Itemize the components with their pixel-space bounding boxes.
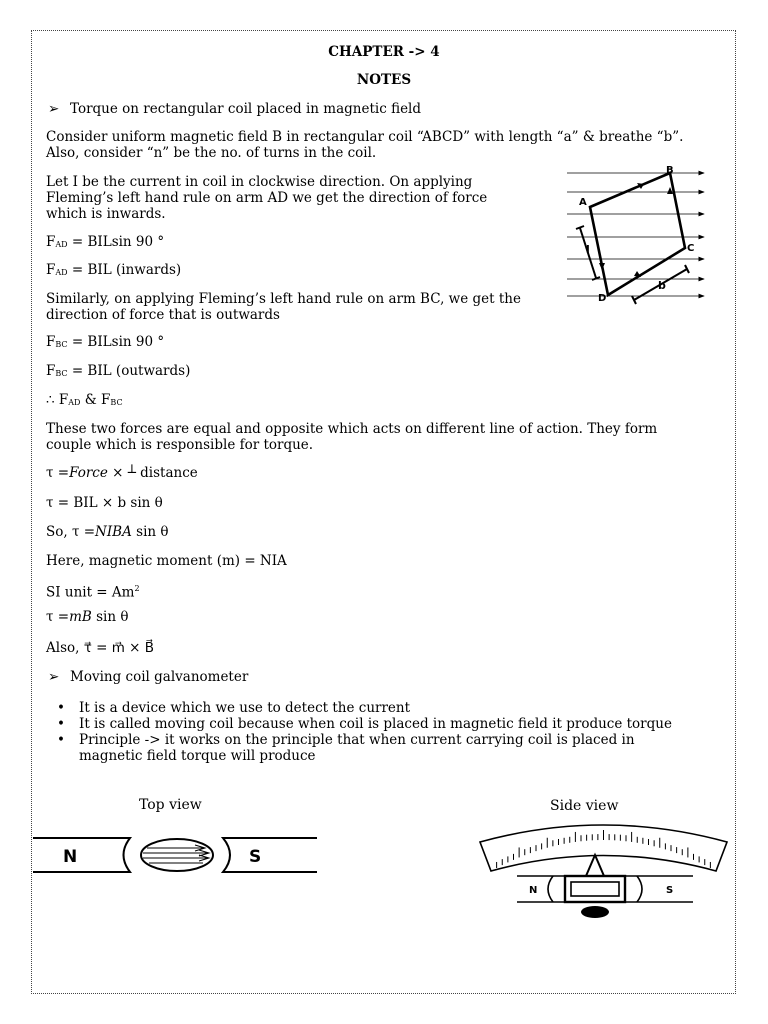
list-item: • Principle -> it works on the principle that when current carrying coil is placed in [50, 732, 672, 748]
force-bc-equation-2: $F_{BC}$ = BIL (outwards) [46, 363, 191, 379]
torque-equation-4: τ =mB sin θ [46, 609, 129, 625]
force-bc-equation-1: $F_{BC} = BILsin$ 90 ° [46, 334, 165, 350]
side-view-caption: Side view [550, 798, 619, 814]
si-unit-line: SI unit = $Am^2$ [46, 584, 140, 601]
torque-equation-2: τ = BIL × b sin θ [46, 495, 163, 511]
arrow-bullet-icon: ➢ [48, 101, 60, 117]
top-view-caption: Top view [139, 797, 202, 813]
breadth-label: b [658, 279, 666, 292]
coil-frame [565, 876, 625, 902]
forces-pair-line: ∴ $F_{AD}$ & $F_{BC}$ [46, 392, 123, 408]
paragraph-4-line-1: These two forces are equal and opposite which acts on different line of action. They form [46, 421, 658, 437]
force-ad-equation-2: $F_{AD}$ = BIL (inwards) [46, 262, 182, 278]
paragraph-1-line-2: Also, consider “n” be the no. of turns in the coil. [46, 145, 377, 161]
paragraph-3-line-2: direction of force that is outwards [46, 307, 280, 323]
side-view-galvanometer-diagram [475, 818, 735, 920]
coil-inner [571, 882, 619, 896]
south-pole-curve [637, 876, 642, 902]
north-label: N [63, 847, 78, 867]
north-label: N [529, 885, 538, 896]
pointer-icon [586, 855, 604, 876]
rectangular-coil-diagram [562, 160, 712, 310]
vertex-d-label: D [598, 293, 607, 304]
paragraph-1-line-1: Consider uniform magnetic field B in rectangular coil “ABCD” with length “a” & breathe “b”. [46, 129, 684, 145]
paragraph-4-line-2: couple which is responsible for torque. [46, 437, 314, 453]
south-pole-magnet [223, 838, 317, 872]
north-pole-magnet [33, 838, 130, 872]
magnetic-moment-line: Here, magnetic moment (m) = NIA [46, 553, 287, 569]
pivot-base [581, 906, 609, 918]
section1-heading: ➢ Torque on rectangular coil placed in magnetic field [48, 101, 422, 117]
vertex-a-label: A [579, 197, 587, 208]
length-label: l [586, 243, 590, 256]
vertex-c-label: C [687, 243, 695, 254]
torque-equation-1: τ =Force × ┴ distance [46, 465, 198, 481]
torque-equation-3: So, τ =NIBA sin θ [46, 524, 169, 540]
vector-torque-equation: Also, τ⃗ = m⃗ × B⃗ [46, 640, 155, 656]
force-ad-equation-1: $F_{AD} = BILsin$ 90 ° [46, 234, 165, 250]
list-item: • It is called moving coil because when coil is placed in magnetic field it produce torque [50, 716, 672, 732]
south-label: S [249, 847, 262, 867]
north-pole-curve [548, 876, 553, 902]
list-item-continuation: magnetic field torque will produce [79, 748, 316, 764]
paragraph-2-line-3: which is inwards. [46, 206, 166, 222]
arrow-bullet-icon: ➢ [48, 669, 60, 685]
south-label: S [666, 885, 674, 896]
paragraph-2-line-1: Let I be the current in coil in clockwise direction. On applying [46, 174, 473, 190]
list-item: • It is a device which we use to detect the current [50, 700, 672, 716]
chapter-title: CHAPTER -> 4 [328, 44, 440, 60]
paragraph-2-line-2: Fleming’s left hand rule on arm AD we get the direction of force [46, 190, 488, 206]
dimension-markers [576, 226, 689, 304]
notes-title: NOTES [356, 72, 412, 88]
coil-field-lines [143, 845, 209, 863]
top-view-diagram [33, 828, 323, 882]
section2-heading: ➢ Moving coil galvanometer [48, 669, 249, 685]
paragraph-3-line-1: Similarly, on applying Fleming’s left hand rule on arm BC, we get the [46, 291, 521, 307]
galvanometer-bullet-list [50, 700, 672, 764]
vertex-b-label: B [666, 165, 674, 176]
